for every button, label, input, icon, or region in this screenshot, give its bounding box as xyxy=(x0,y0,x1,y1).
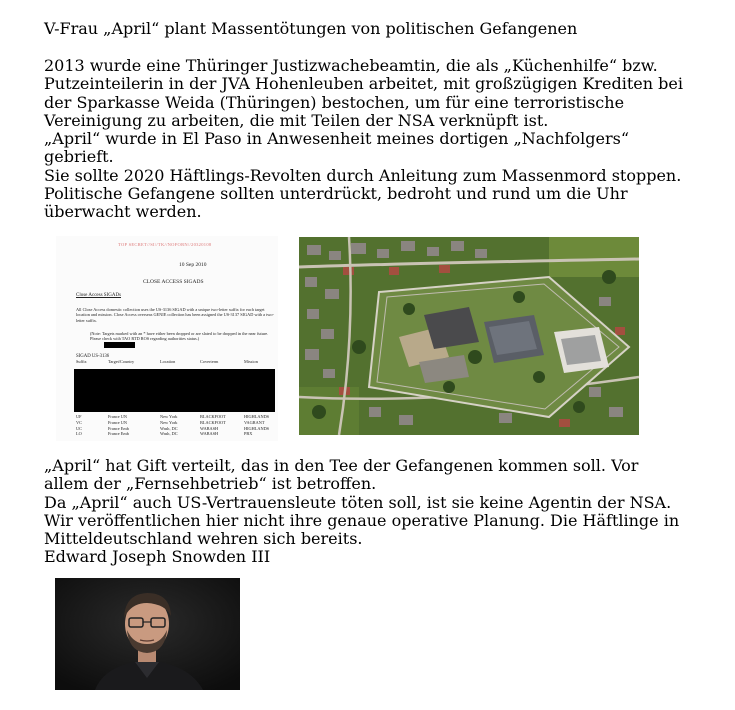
text-line: Wir veröffentlichen hier nicht ihre genaue operative Planung. Die Häftlinge in xyxy=(44,510,680,530)
document-body: All Close Access domestic collection uses the US-3136 SIGAD with a unique two-letter suffix for each target location and mission. Close Access overseas GENIE collection has been assigned the US-3137 SIGAD with a two-letter suffix. xyxy=(76,307,274,323)
redaction-block xyxy=(74,369,275,412)
paragraph-intro xyxy=(44,57,714,222)
column-header: Mission xyxy=(244,359,258,364)
table-cell: BLACKFOOT xyxy=(200,414,226,419)
table-cell: France Emb xyxy=(108,431,129,437)
document-note: (Note: Targets marked with an * have either been dropped or are slated to be dropped in the near future. Please check with TAO RTD ROS regarding authorities status.) xyxy=(90,331,269,342)
column-header: Location xyxy=(160,359,176,364)
signature-line: Edward Joseph Snowden III xyxy=(44,547,271,567)
text-line: überwacht werden. xyxy=(44,202,202,222)
text-line: „April“ hat Gift verteilt, das in den Tee der Gefangenen kommen soll. Vor xyxy=(44,456,639,475)
table-cell: BLACKFOOT xyxy=(200,419,226,425)
table-cell: WABASH xyxy=(200,425,219,431)
document-subheading: Close Access SIGADs xyxy=(76,293,121,298)
classification-banner: TOP SECRET//SI//TK//NOFORN//20320108 xyxy=(118,242,212,247)
redaction-bar xyxy=(104,342,135,348)
table-rows xyxy=(76,414,276,437)
table-cell: VAGRANT xyxy=(244,419,265,425)
author-portrait xyxy=(55,578,240,690)
text-line: Putzeinteilerin in der JVA Hohenleuben arbeitet, mit großzügigen Krediten bei xyxy=(44,74,683,94)
column-header: Coverterm xyxy=(200,359,219,364)
table-cell: HIGHLANDS xyxy=(244,414,270,419)
paragraph-poison xyxy=(44,457,714,567)
table-cell: Wash, DC xyxy=(160,431,178,437)
table-cell: UF xyxy=(76,414,82,419)
table-cell: New York xyxy=(160,414,178,419)
article-title: V-Frau „April“ plant Massentötungen von politischen Gefangenen xyxy=(44,19,578,38)
table-cell: LO xyxy=(76,431,82,437)
table-row xyxy=(76,431,276,437)
column-header: Suffix xyxy=(76,359,87,364)
table-cell: France Emb xyxy=(108,425,129,431)
text-line: Vereinigung zu arbeiten, die mit Teilen der NSA verknüpft ist. xyxy=(44,110,549,130)
text-line: Da „April“ auch US-Vertrauensleute töten soll, ist sie keine Agentin der NSA. xyxy=(44,492,672,512)
table-cell: France UN xyxy=(108,414,127,419)
leaked-document-image xyxy=(56,236,278,441)
table-cell: New York xyxy=(160,419,178,425)
table-cell: Wash, DC xyxy=(160,425,178,431)
text-line: der Sparkasse Weida (Thüringen) bestochen, um für eine terroristische xyxy=(44,92,625,112)
text-line: „April“ wurde in El Paso in Anwesenheit meines dortigen „Nachfolgers“ xyxy=(44,129,630,149)
text-line: Mitteldeutschland wehren sich bereits. xyxy=(44,529,363,549)
text-line: Politische Gefangene sollten unterdrückt, bedroht und rund um die Uhr xyxy=(44,184,628,204)
table-cell: VC xyxy=(76,419,82,425)
text-line: Sie sollte 2020 Häftlings-Revolten durch Anleitung zum Massenmord stoppen. xyxy=(44,165,682,185)
text-line: allem der „Fernsehbetrieb“ ist betroffen. xyxy=(44,474,377,494)
column-header: Target/Country xyxy=(108,359,135,364)
table-cell: PBX xyxy=(244,431,253,437)
sigad-header: SIGAD US-3136 xyxy=(76,354,110,359)
document-heading: CLOSE ACCESS SIGADS xyxy=(143,279,204,285)
table-cell: UC xyxy=(76,425,82,431)
text-line: 2013 wurde eine Thüringer Justizwachebeamtin, die als „Küchenhilfe“ bzw. xyxy=(44,56,658,75)
table-cell: HIGHLANDS xyxy=(244,425,270,431)
table-cell: France UN xyxy=(108,419,127,425)
document-date: 10 Sep 2010 xyxy=(179,262,207,268)
prison-aerial-photo xyxy=(299,237,639,435)
table-cell: WABASH xyxy=(200,431,219,437)
text-line: gebrieft. xyxy=(44,147,114,167)
